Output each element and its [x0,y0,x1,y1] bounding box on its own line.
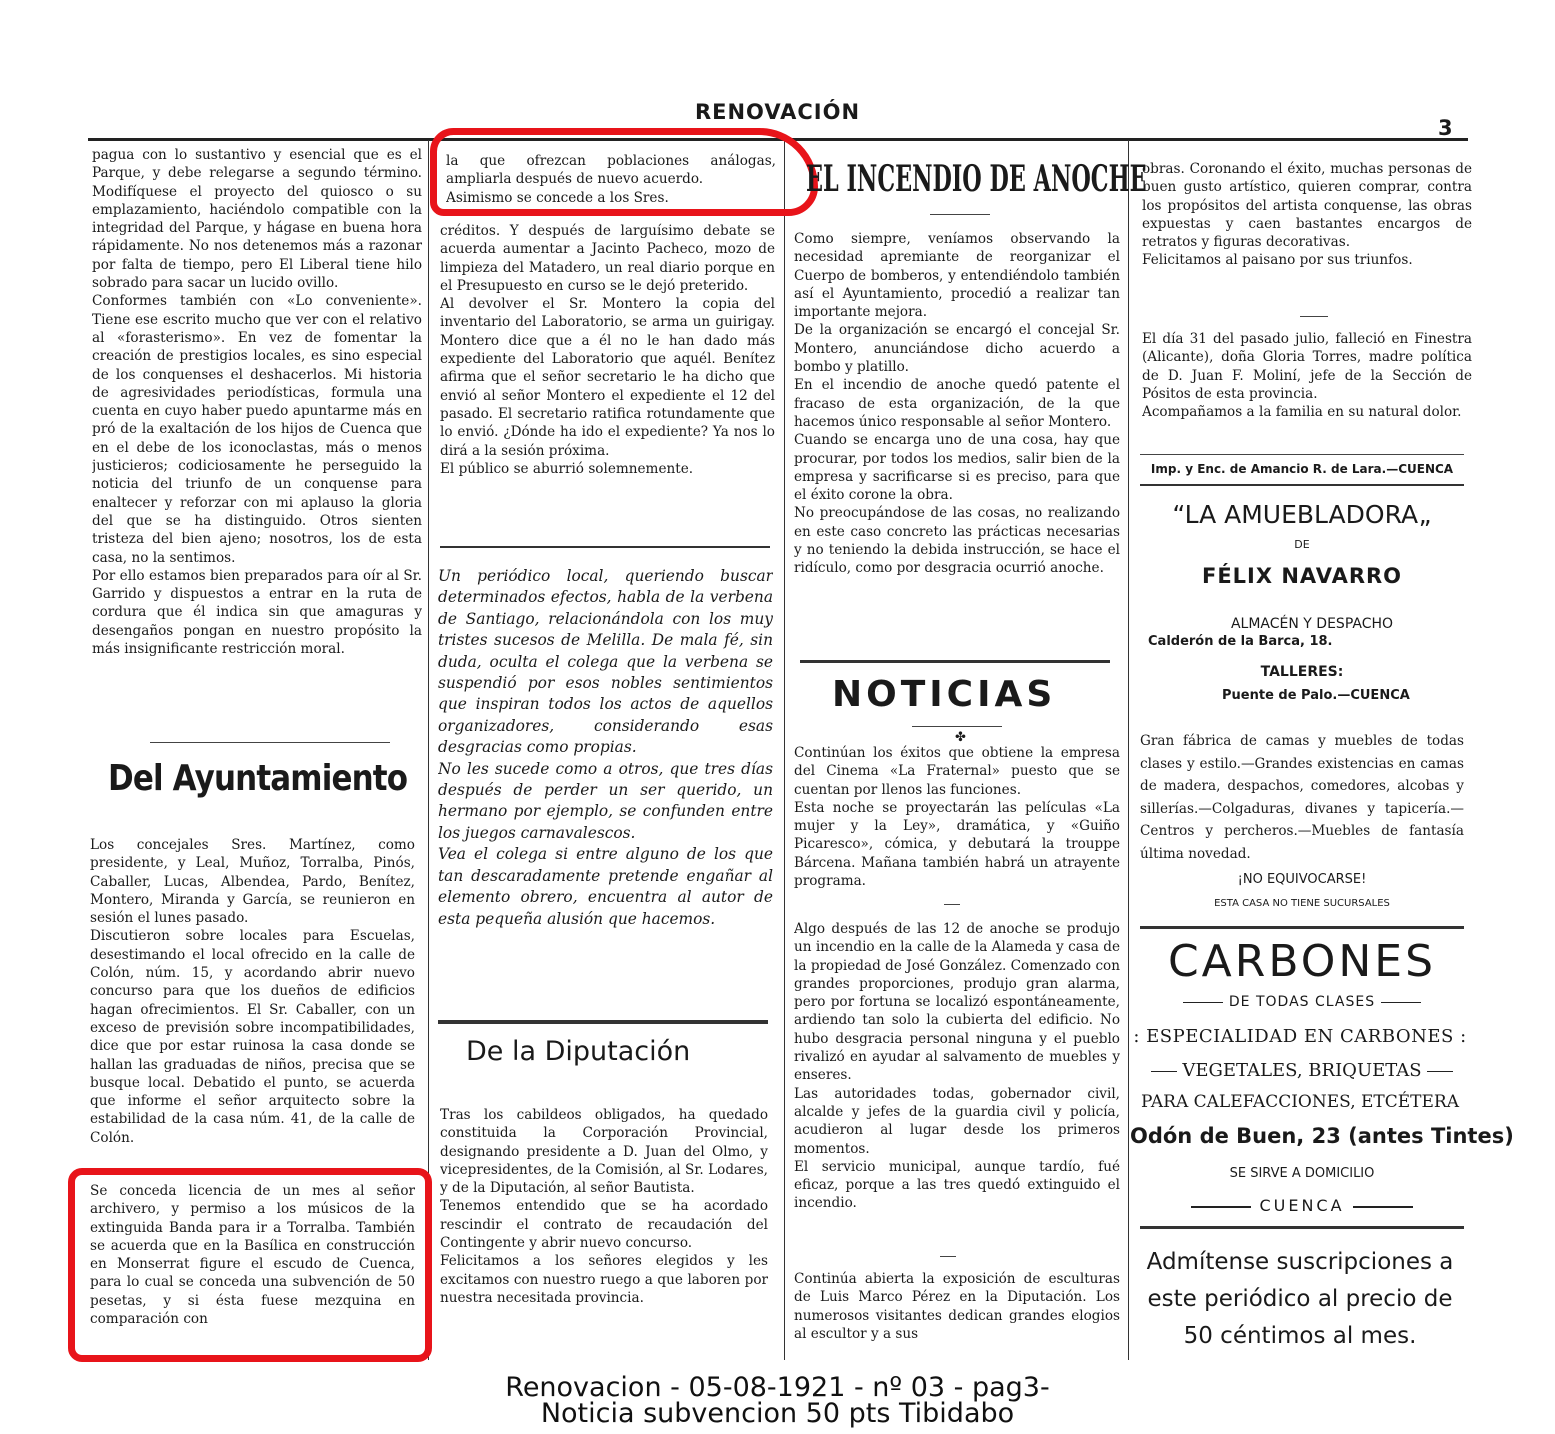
separator [940,1256,956,1257]
news1-text: Continúan los éxitos que obtiene la empresa del Cinema «La Fraternal» puesto que se cuentan por llenos las funciones. Esta noche se proyectarán las películas «La mujer y la Ley», dramática, y «Guiño Picaresco», cómica, y debutará la trouppe Bárcena. Mañana también habrá un atrayente programa. [794,745,1120,890]
news3-text: Continúa abierta la exposición de esculturas de Luis Marco Pérez en la Diputación. Los numerosos visitantes dedican grandes elogios al escultor y a sus [794,1271,1120,1342]
separator [440,546,770,548]
ad-carbones-sub-text: DE TODAS CLASES [1228,994,1376,1010]
heading-incendio: EL INCENDIO DE ANOCHE [806,158,1147,200]
ad-slogan: ¡NO EQUIVOCARSE! [1237,872,1367,887]
col1-text: pagua con lo sustantivo y esencial que es el Parque, y debe relegarse a segundo término. Modifíquese el proyecto del quiosco o su emplazamiento, haciéndolo compatible con la integridad del Parque, y hágase en buena hora rápidamente. No nos detenemos más a razonar por falta de tiempo, pero El Liberal tiene hilo sobrado para sacar un lucido ovillo. Conformes también con «Lo conveniente». Tiene ese escrito mucho que ver con el relativo al «forasterismo». En vez de fomentar la creación de prestigios locales, es sino especial de los conquenses el deshacerlos. Mi historia de agresividades periodísticas, formula una cuenta en cuyo haber puedo apuntarme más en pró de la exaltación de los hijos de Cuenca que en el debe de los iconoclastas, más o menos justicieros; codiciosamente he perseguido la noticia del triunfo de un conquense para enaltecer y reforzar con mi aplauso la gloria del que se ha distinguido. Otros sienten tristeza del bien ajeno; nosotros, los de esta casa, no la sentimos. Por ello estamos bien preparados para oír al Sr. Garrido y dispuestos a entrar en la ruta de cordura que él indica sin que amaguras y desengaños pongan en nuestro propósito la más insignificante restricción moral. [92,147,422,658]
masthead-title: RENOVACIÓN [694,100,861,124]
ad-carbones-line2-text: VEGETALES, BRIQUETAS [1182,1060,1422,1081]
col3-incendio [794,230,1120,652]
ad-amuebladora-owner: FÉLIX NAVARRO [1201,564,1403,588]
col2-italic [438,566,773,1002]
ad-shops-label: TALLERES: [1260,664,1344,680]
col4-text2-body: El día 31 del pasado julio, falleció en Finestra (Alicante), doña Gloria Torres, madre política de D. Juan F. Moliní, jefe de la Sección de Pósitos de esta provincia. Acompañamos a la familia en su natural dolor. [1142,331,1472,421]
ad-carbones-line1: : ESPECIALIDAD EN CARBONES : [1133,1026,1467,1047]
col2-article [440,222,775,540]
ad-amuebladora-de: DE [1294,538,1310,551]
heading-ayuntamiento: Del Ayuntamiento [108,758,408,799]
ad-amuebladora-name: “LA AMUEBLADORA„ [1172,500,1432,529]
ornament-icon: ✤ [955,730,966,745]
separator [1140,926,1464,929]
column-divider [1128,140,1129,1360]
ad-shops-address: Puente de Palo.—CUENCA [1222,688,1410,703]
ad-carbones-city-row [1140,1196,1464,1215]
ad-carbones-sub [1140,994,1464,1010]
col4-text1-body: obras. Coronando el éxito, muchas personas de buen gusto artístico, quieren comprar, contra los propósitos del artista conquense, las obras expuestas y caen bastantes encargos de retratos y figuras decorativas. Felicitamos al paisano por sus triunfos. [1142,161,1472,269]
col2-diputacion [440,1106,768,1342]
ad-carbones-line2 [1140,1060,1464,1081]
col2-text: créditos. Y después de larguísimo debate se acuerda aumentar a Jacinto Pacheco, mozo de limpieza del Matadero, un real diario porque en el Presupuesto en curso se le dejó preterido. Al devolver el Sr. Montero la copia del inventario del Laboratorio, se arma un guirigay. Montero dice que a él no le han dado más expediente del Laboratorio que aquél. Benítez afirma que el señor secretario le ha dicho que envió al señor Montero el expediente el 12 del pasado. El secretario ratifica rotundamente que lo envió. ¿Dónde ha ido el expediente? Ya nos lo dirá a la sesión próxima. El público se aburrió solemnemente. [440,223,775,477]
diputacion-text: Tras los cabildeos obligados, ha quedado constituida la Corporación Provincial, designando presidente a D. Juan del Olmo, y vicepresidentes, de la Comisión, al Sr. Lodares, y de la Diputación, al señor Bautista. Tenemos entendido que se ha acordado rescindir el contrato de recaudación del Contingente y abrir nuevo concurso. Felicitamos a los señores elegidos y les excitamos con nuestro ruego a que laboren por nuestra necesitada provincia. [440,1107,768,1306]
separator [930,214,990,215]
separator [944,904,960,905]
col2-highlighted-text: la que ofrezcan poblaciones análogas, ampliarla después de nuevo acuerdo. Asimismo se concede a los Sres. [446,153,776,206]
printer-imprint: Imp. y Enc. de Amancio R. de Lara.—CUENCA [1150,462,1454,476]
ad-store-address: Calderón de la Barca, 18. [1148,634,1333,649]
separator [912,726,1002,727]
highlight-box [430,128,818,216]
separator [1300,316,1328,317]
col4-text2 [1142,330,1472,446]
caption-line-2: Noticia subvencion 50 pts Tibidabo [540,1398,1015,1429]
ad-carbones-line3: PARA CALEFACCIONES, ETCÉTERA [1140,1092,1459,1112]
col1-ayuntamiento [90,836,415,1174]
page-number: 3 [1438,116,1453,140]
ad-desc-text: Gran fábrica de camas y muebles de todas clases y estilo.—Grandes existencias en camas de madera, despachos, comedores, alcobas y sillerías.—Colgaduras, divanes y tapicería.—Centros y percheros.—Muebles de fantasía última novedad. [1140,733,1464,860]
col1-article [92,146,422,736]
news2-text: Algo después de las 12 de anoche se produjo un incendio en la calle de la Alameda y casa de la propiedad de José González. Comenzado con grandes proporciones, produjo gran alarma, pero por fortuna se localizó espontáneamente, ardiendo tan solo la cubierta del edificio. No hubo desgracia personal ninguna y el pueblo rivalizó en ayudar al salvamento de muebles y enseres. Las autoridades todas, gobernador civil, alcalde y jefes de la guardia civil y policía, acudieron al lugar desde los primeros momentos. El servicio municipal, aunque tardío, fué eficaz, porque a las tres quedó extinguido el incendio. [794,921,1120,1212]
separator [800,660,1110,663]
ad-amuebladora-desc [1140,730,1464,860]
separator [438,1020,768,1024]
col2-italic-text: Un periódico local, queriendo buscar determinados efectos, habla de la verbena de Santiago, relacionándola con los muy tristes sucesos de Melilla. De mala fé, sin duda, oculta el colega que la verbena se suspendió por esos nobles sentimientos que inspiran todos los actos de aquellos organizadores, considerando esas desgracias como propias. No les sucede como a otros, que tres días después de perder un ser querido, un hermano por ejemplo, se confunden entre los juegos carnavalescos. Vea el colega si entre alguno de los que tan descaradamente pretende engañar al elemento obrero, encuentra al autor de esta pequeña alusión que hacemos. [438,567,773,928]
subvencion-text: Se conceda licencia de un mes al señor archivero, y permiso a los músicos de la extinguida Banda para ir a Torralba. También se acuerda que en la Basílica en construcción en Monserrat figure el escudo de Cuenca, para lo cual se conceda una subvención de 50 pesetas, y si ésta fuese mezquina en comparación con [90,1183,415,1328]
col3-news2 [794,920,1120,1250]
ad-store-label: ALMACÉN Y DESPACHO [1230,616,1394,632]
heading-diputacion: De la Diputación [466,1036,691,1067]
separator [1140,454,1464,455]
col3-news1 [794,744,1120,894]
separator [1140,484,1464,486]
ad-carbones-city: CUENCA [1259,1196,1345,1215]
separator [150,742,390,743]
incendio-text: Como siempre, veníamos observando la necesidad apremiante de reorganizar el Cuerpo de bomberos, y entendiéndolo también así el Ayuntamiento, procedió a realizar tan importante mejora. De la organización se encargó el concejal Sr. Montero, anunciándose dicho acuerdo a bombo y platillo. En el incendio de anoche quedó patente el fracaso de esta organización, de la que hacemos único responsable al señor Montero. Cuando se encarga uno de una cosa, hay que procurar, por todos los medios, salir bien de la empresa y sacrificarse si es preciso, para que el éxito corone la obra. No preocupándose de las cosas, no realizando en este caso concreto las prácticas necesarias y no teniendo la debida instrucción, se hace el ridículo, como por desgracia ocurrió anoche. [794,231,1120,577]
highlight-box [68,1168,432,1362]
ad-carbones-title: CARBONES [1167,936,1437,987]
ayuntamiento-text: Los concejales Sres. Martínez, como presidente, y Leal, Muñoz, Torralba, Pinós, Caballer, Lucas, Albendea, Pardo, Benítez, Montero, Miranda y García, se reunieron en sesión el lunes pasado. Discutieron sobre locales para Escuelas, desestimando el local ofrecido en la calle de Colón, núm. 15, y acordando abrir nuevo concurso para que los dueños de edificios hagan ofrecimientos. El Sr. Caballer, con un exceso de previsión sobre incompatibilidades, dice que por estar ruinosa la casa donde se hallan las graduadas de niños, precisa que se busque local. Debatido el punto, se acuerda que informe el señor arquitecto sobre la estabilidad de la casa núm. 41, de la calle de Colón. [90,837,415,1146]
col4-text1 [1142,160,1472,306]
ad-carbones-address: Odón de Buen, 23 (antes Tintes) [1130,1124,1514,1148]
column-divider [784,140,785,1360]
separator [1140,1226,1464,1229]
ad-note: ESTA CASA NO TIENE SUCURSALES [1214,898,1390,909]
ad-carbones-service: SE SIRVE A DOMICILIO [1229,1166,1375,1181]
heading-noticias: NOTICIAS [832,674,1057,715]
caption-line-1: Renovacion - 05-08-1921 - nº 03 - pag3- [505,1372,1050,1403]
subscription-notice: Admítense suscripciones a este periódico al precio de 50 céntimos al mes. [1146,1249,1454,1349]
col3-news3 [794,1270,1120,1346]
